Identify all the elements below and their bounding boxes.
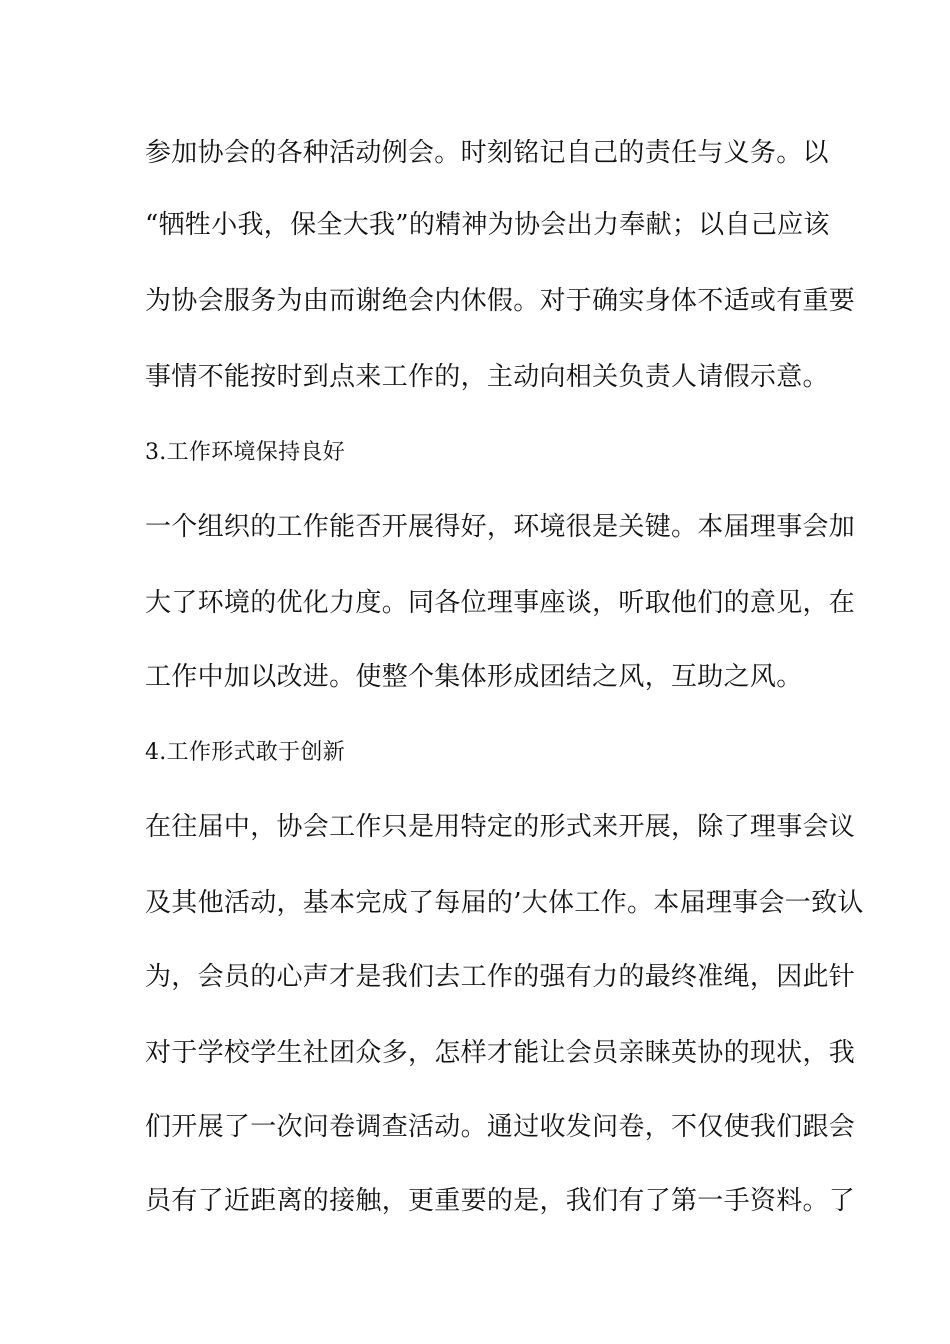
paragraph-line: 为，会员的心声才是我们去工作的强有力的最终准绳，因此针	[145, 962, 856, 992]
paragraph-line: 为协会服务为由而谢绝会内休假。对于确实身体不适或有重要	[145, 286, 856, 316]
paragraph-line: 大了环境的优化力度。同各位理事座谈，听取他们的意见，在	[145, 588, 856, 618]
section-heading: 4.工作形式敢于创新	[145, 740, 345, 765]
paragraph-line: 员有了近距离的接触，更重要的是，我们有了第一手资料。了	[145, 1186, 856, 1216]
paragraph-line: 们开展了一次问卷调查活动。通过收发问卷，不仅使我们跟会	[145, 1112, 856, 1142]
paragraph-line: 参加协会的各种活动例会。时刻铭记自己的责任与义务。以	[145, 138, 829, 168]
paragraph-line: 在往届中，协会工作只是用特定的形式来开展，除了理事会议	[145, 812, 856, 842]
section-heading: 3.工作环境保持良好	[145, 440, 345, 465]
paragraph-line: 事情不能按时到点来工作的，主动向相关负责人请假示意。	[145, 362, 829, 392]
paragraph-line: 工作中加以改进。使整个集体形成团结之风，互助之风。	[145, 662, 803, 692]
paragraph-line: “牺牲小我，保全大我”的精神为协会出力奉献；以自己应该	[145, 210, 830, 240]
paragraph-line: 及其他活动，基本完成了每届的’大体工作。本届理事会一致认	[145, 888, 864, 918]
paragraph-line: 一个组织的工作能否开展得好，环境很是关键。本届理事会加	[145, 512, 856, 542]
paragraph-line: 对于学校学生社团众多，怎样才能让会员亲睐英协的现状，我	[145, 1038, 856, 1068]
